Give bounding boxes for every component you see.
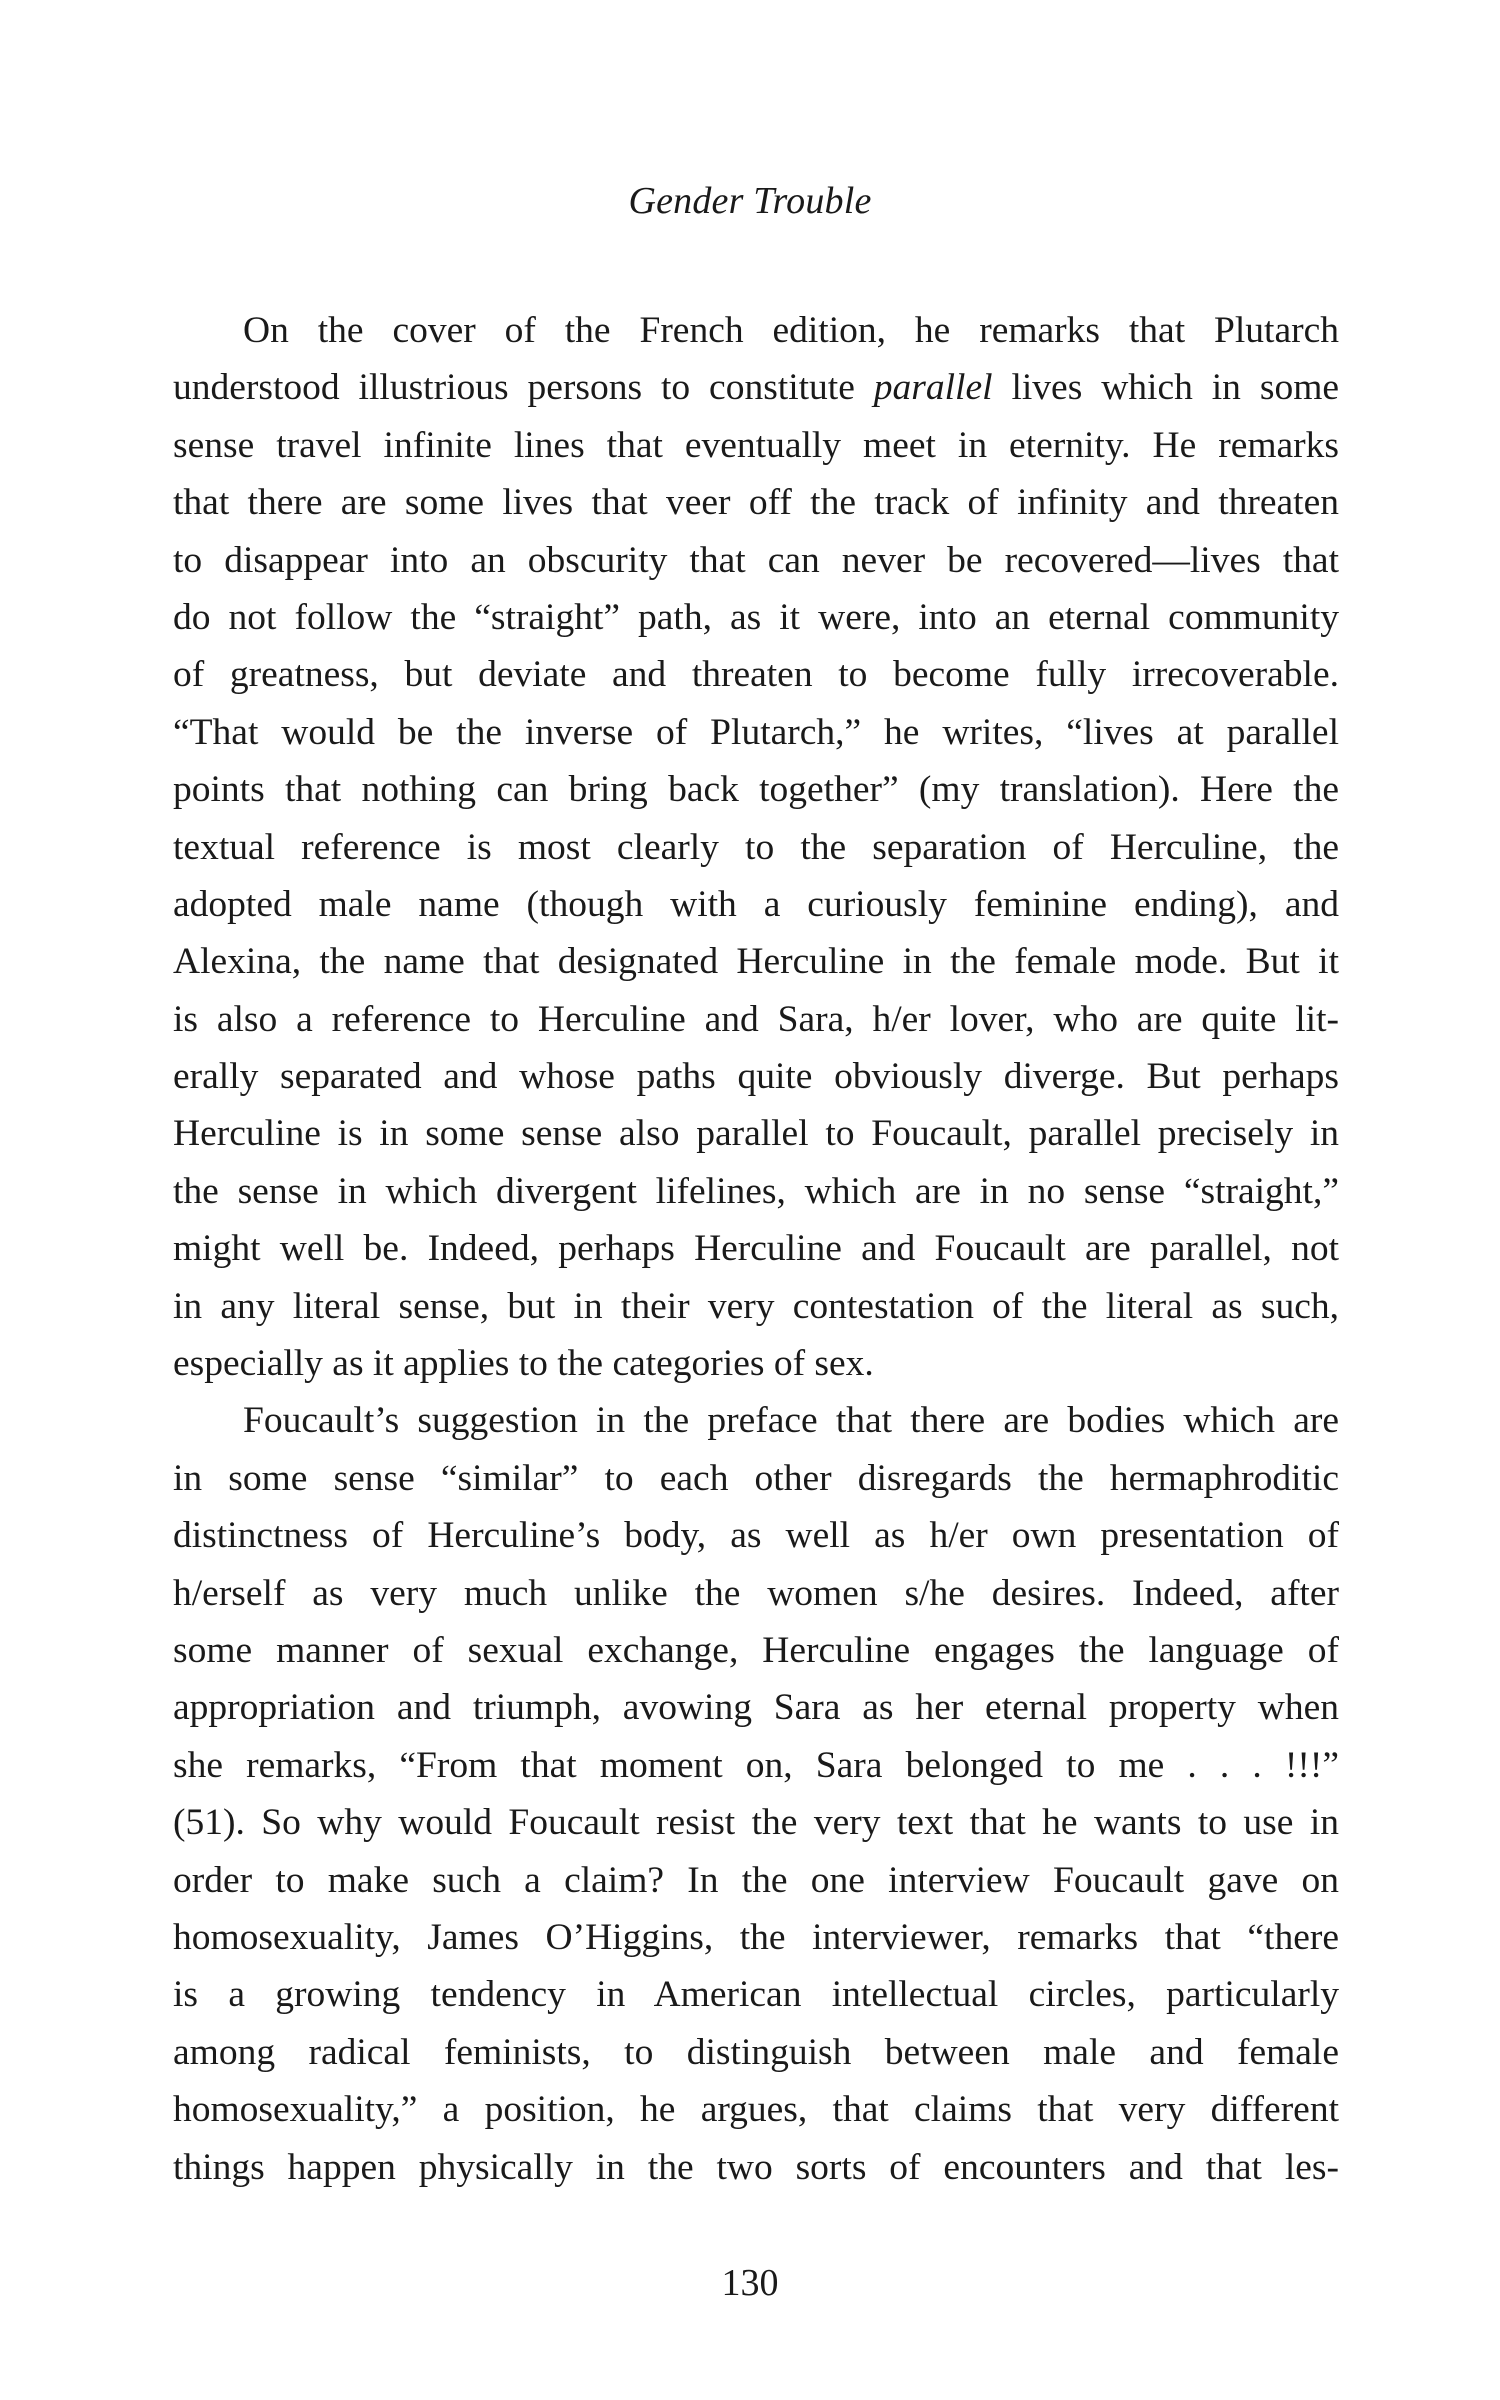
text-line: On the cover of the French edition, he remarks that Plutarch <box>243 310 1339 351</box>
text-line: textual reference is most clearly to the separation of Herculine, the <box>173 826 1339 868</box>
text-line: Alexina, the name that designated Herculine in the female mode. But it <box>173 941 1339 983</box>
text-line: sense travel infinite lines that eventually meet in eternity. He remarks <box>173 424 1339 466</box>
text-line: do not follow the “straight” path, as it were, into an eternal community <box>173 596 1339 638</box>
text-line: things happen physically in the two sorts of encounters and that les- <box>173 2146 1339 2188</box>
text-line: is also a reference to Herculine and Sara, h/er lover, who are quite lit- <box>173 998 1339 1040</box>
text-line: in any literal sense, but in their very contestation of the literal as such, <box>173 1285 1339 1327</box>
text-line: homosexuality, James O’Higgins, the interviewer, remarks that “there <box>173 1916 1339 1958</box>
text-line: Herculine is in some sense also parallel to Foucault, parallel precisely in <box>173 1113 1339 1155</box>
text-line: “That would be the inverse of Plutarch,” he writes, “lives at parallel <box>173 711 1339 753</box>
text-line: among radical feminists, to distinguish between male and female <box>173 2031 1339 2073</box>
text-line: appropriation and triumph, avowing Sara as her eternal property when <box>173 1687 1339 1729</box>
text-line: order to make such a claim? In the one interview Foucault gave on <box>173 1859 1339 1901</box>
running-head: Gender Trouble <box>628 180 872 222</box>
text-line: distinctness of Herculine’s body, as well as h/er own presentation of <box>173 1515 1339 1557</box>
text-line: h/erself as very much unlike the women s/he desires. Indeed, after <box>173 1572 1339 1614</box>
text-line: is a growing tendency in American intellectual circles, particularly <box>173 1974 1339 2016</box>
text-line: of greatness, but deviate and threaten to become fully irrecoverable. <box>173 654 1339 696</box>
text-line: some manner of sexual exchange, Herculine engages the language of <box>173 1629 1339 1671</box>
italic-text: parallel <box>873 367 993 409</box>
text-line: (51). So why would Foucault resist the very text that he wants to use in <box>173 1802 1339 1844</box>
text-line: erally separated and whose paths quite obviously diverge. But perhaps <box>173 1056 1339 1098</box>
text-line: Foucault’s suggestion in the preface that there are bodies which are <box>243 1400 1339 1442</box>
text-line: she remarks, “From that moment on, Sara belonged to me . . . !!!” <box>173 1744 1339 1786</box>
text-line: might well be. Indeed, perhaps Herculine and Foucault are parallel, not <box>173 1228 1339 1270</box>
text-line: especially as it applies to the categories of sex. <box>173 1343 874 1385</box>
text-line: adopted male name (though with a curiously feminine ending), and <box>173 883 1339 925</box>
text-line: that there are some lives that veer off the track of infinity and threaten <box>173 482 1339 524</box>
body-text <box>173 302 1339 2196</box>
text-line: in some sense “similar” to each other disregards the hermaphroditic <box>173 1457 1339 1499</box>
text-line: to disappear into an obscurity that can never be recovered—lives that <box>173 539 1339 581</box>
text-line: points that nothing can bring back together” (my translation). Here the <box>173 769 1339 811</box>
text-span: understood illustrious persons to constitute <box>173 367 874 409</box>
text-line: homosexuality,” a position, he argues, that claims that very different <box>173 2089 1339 2131</box>
text-line <box>173 359 1339 416</box>
page-number: 130 <box>721 2262 779 2304</box>
text-span: lives which in some <box>992 367 1339 409</box>
text-line: the sense in which divergent lifelines, which are in no sense “straight,” <box>173 1170 1339 1212</box>
